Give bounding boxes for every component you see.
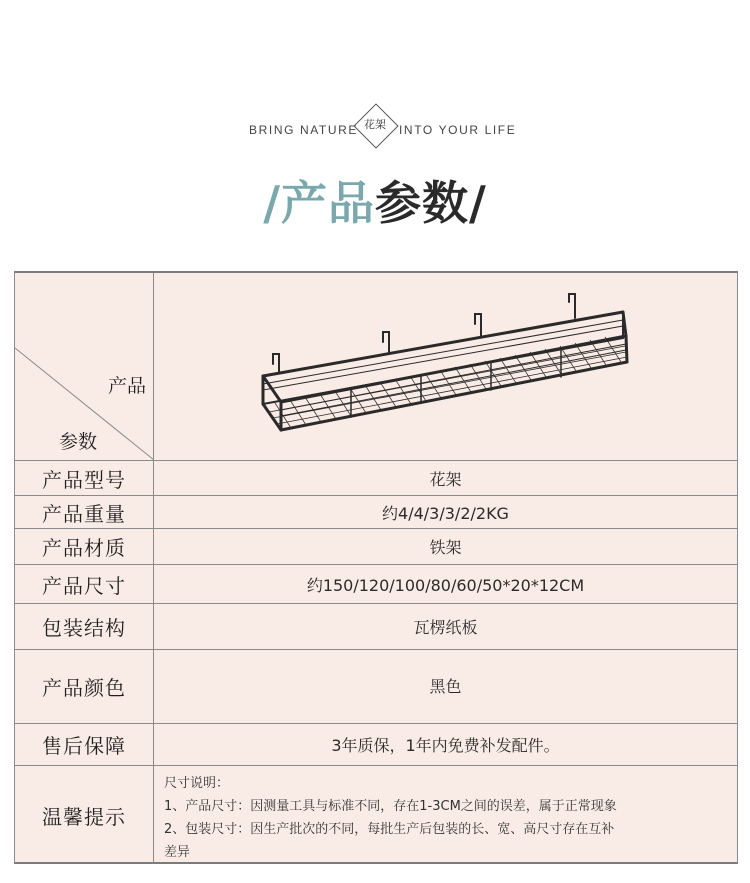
table-row xyxy=(15,650,737,724)
notes-line: 1、产品尺寸：因测量工具与标准不同，存在1-3CM之间的误差，属于正常现象 xyxy=(164,799,617,814)
row-value: 铁架 xyxy=(429,538,462,557)
notes-label: 温馨提示 xyxy=(15,766,154,864)
notes-text xyxy=(164,772,731,864)
header-label-bottom: 参数 xyxy=(59,431,98,453)
title-slash-right: / xyxy=(469,176,487,230)
notes-line: 差异 xyxy=(164,845,191,860)
notes-row xyxy=(15,766,737,864)
row-label: 售后保障 xyxy=(15,724,154,765)
row-label: 产品型号 xyxy=(15,461,154,495)
title-part2: 参数 xyxy=(375,176,469,230)
header-label-cell xyxy=(15,273,154,461)
header-label-top: 产品 xyxy=(107,375,146,397)
row-label: 产品重量 xyxy=(15,496,154,528)
table-row xyxy=(15,496,737,529)
table-row xyxy=(15,724,737,766)
table-row xyxy=(15,461,737,496)
spec-table xyxy=(14,271,738,864)
brand-left-text: BRING NATURE xyxy=(249,123,358,137)
brand-right-text: INTO YOUR LIFE xyxy=(399,123,517,137)
brand-banner xyxy=(0,104,750,156)
table-row xyxy=(15,604,737,650)
row-value: 3年质保，1年内免费补发配件。 xyxy=(331,736,560,755)
row-label: 包装结构 xyxy=(15,604,154,649)
table-row xyxy=(15,565,737,604)
product-image-cell xyxy=(154,273,737,460)
brand-center-text: 花架 xyxy=(364,118,386,131)
row-label: 产品颜色 xyxy=(15,650,154,723)
row-value: 约4/4/3/3/2/2KG xyxy=(382,503,509,523)
table-row xyxy=(15,529,737,565)
row-label: 产品尺寸 xyxy=(15,565,154,603)
title-slash-left: / xyxy=(263,176,281,230)
row-label: 产品材质 xyxy=(15,529,154,564)
row-value: 黑色 xyxy=(429,677,462,696)
notes-line: 2、包装尺寸：因生产批次的不同，每批生产后包装的长、宽、高尺寸存在互补 xyxy=(164,822,615,837)
notes-line: 尺寸说明： xyxy=(164,776,230,791)
row-value: 花架 xyxy=(429,469,462,489)
row-value: 约150/120/100/80/60/50*20*12CM xyxy=(306,575,585,595)
wall-mounted-flower-rack-image xyxy=(251,292,641,442)
title-part1: 产品 xyxy=(281,176,375,230)
page-title xyxy=(0,168,750,238)
table-header-row xyxy=(15,273,737,461)
row-value: 瓦楞纸板 xyxy=(413,618,478,637)
